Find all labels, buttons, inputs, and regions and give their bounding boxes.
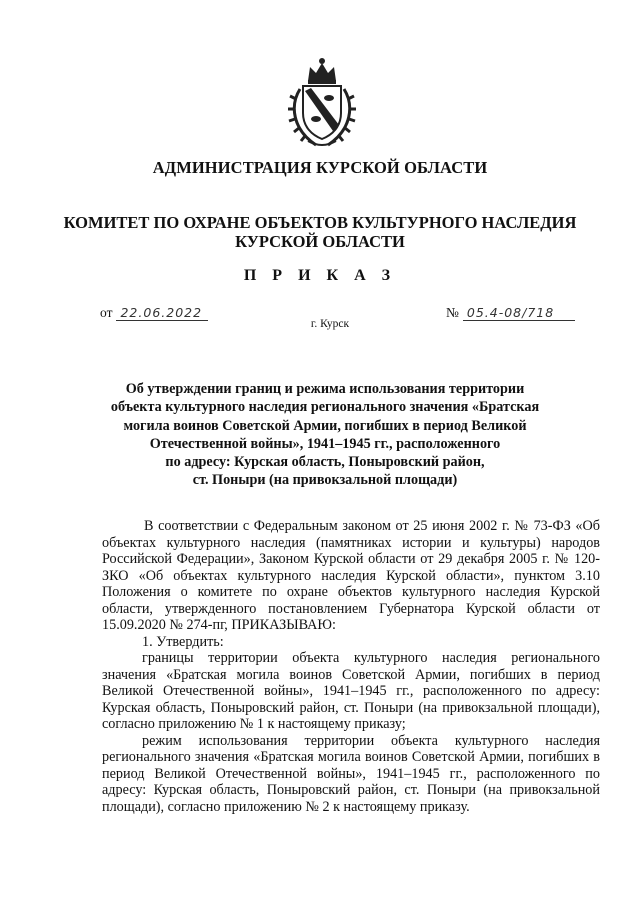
title-line: ст. Поныри (на привокзальной площади) [192, 472, 458, 489]
title-line: объекта культурного наследия регионального значения «Братская [110, 399, 540, 416]
date-value: 22.06.2022 [116, 305, 208, 321]
item-1-boundaries: границы территории объекта культурного наследия регионального значения «Братская могила воинов Советской Армии, погибших в период Великой Отечественной войны», 1941–1945 гг., расположенного по адресу: Курская область, Поныровский район, ст. Поныри (на привокзальной площади), согласно приложению № 1 к настоящему приказу; [102, 650, 600, 732]
document-title [105, 380, 545, 490]
number-prefix: № [446, 305, 459, 320]
item-1: 1. Утвердить: [142, 633, 224, 650]
title-line: Об утверждении границ и режима использования территории [125, 381, 525, 397]
committee-name [0, 213, 640, 251]
committee-line: КОМИТЕТ ПО ОХРАНЕ ОБЪЕКТОВ КУЛЬТУРНОГО НАСЛЕДИЯ [63, 213, 577, 232]
committee-line: КУРСКОЙ ОБЛАСТИ [235, 232, 405, 251]
number-value: 05.4-08/718 [463, 305, 575, 321]
document-type: П Р И К А З [243, 267, 397, 284]
title-line: по адресу: Курская область, Поныровский район, [165, 454, 485, 471]
document-body [102, 518, 600, 815]
date-prefix: от [100, 305, 113, 320]
coat-of-arms-icon [286, 55, 358, 151]
title-line: могила воинов Советской Армии, погибших в период Великой [123, 417, 527, 434]
preamble-paragraph: В соответствии с Федеральным законом от 25 июня 2002 г. № 73-ФЗ «Об объектах культурного наследия (памятниках истории и культуры) народов Российской Федерации», Законом Курской области от 29 декабря 2005 г. № 120-ЗКО «Об объектах культурного наследия Курской области», пунктом 3.10 Положения о комитете по охране объектов культурного наследия Курской области, утвержденного постановлением Губернатора Курской области от 15.09.2020 № 274-пг, ПРИКАЗЫВАЮ: [102, 518, 600, 633]
organization-name: АДМИНИСТРАЦИЯ КУРСКОЙ ОБЛАСТИ [152, 158, 488, 177]
item-1-regime: режим использования территории объекта культурного наследия регионального значения «Братская могила воинов Советской Армии, погибших в период Великой Отечественной войны», 1941–1945 гг., расположенного по адресу: Курская область, Поныровский район, ст. Поныри (на привокзальной площади), согласно приложению № 2 к настоящему приказу. [102, 732, 600, 815]
city: г. Курск [310, 318, 350, 330]
title-line: Отечественной войны», 1941–1945 гг., расположенного [149, 435, 501, 452]
